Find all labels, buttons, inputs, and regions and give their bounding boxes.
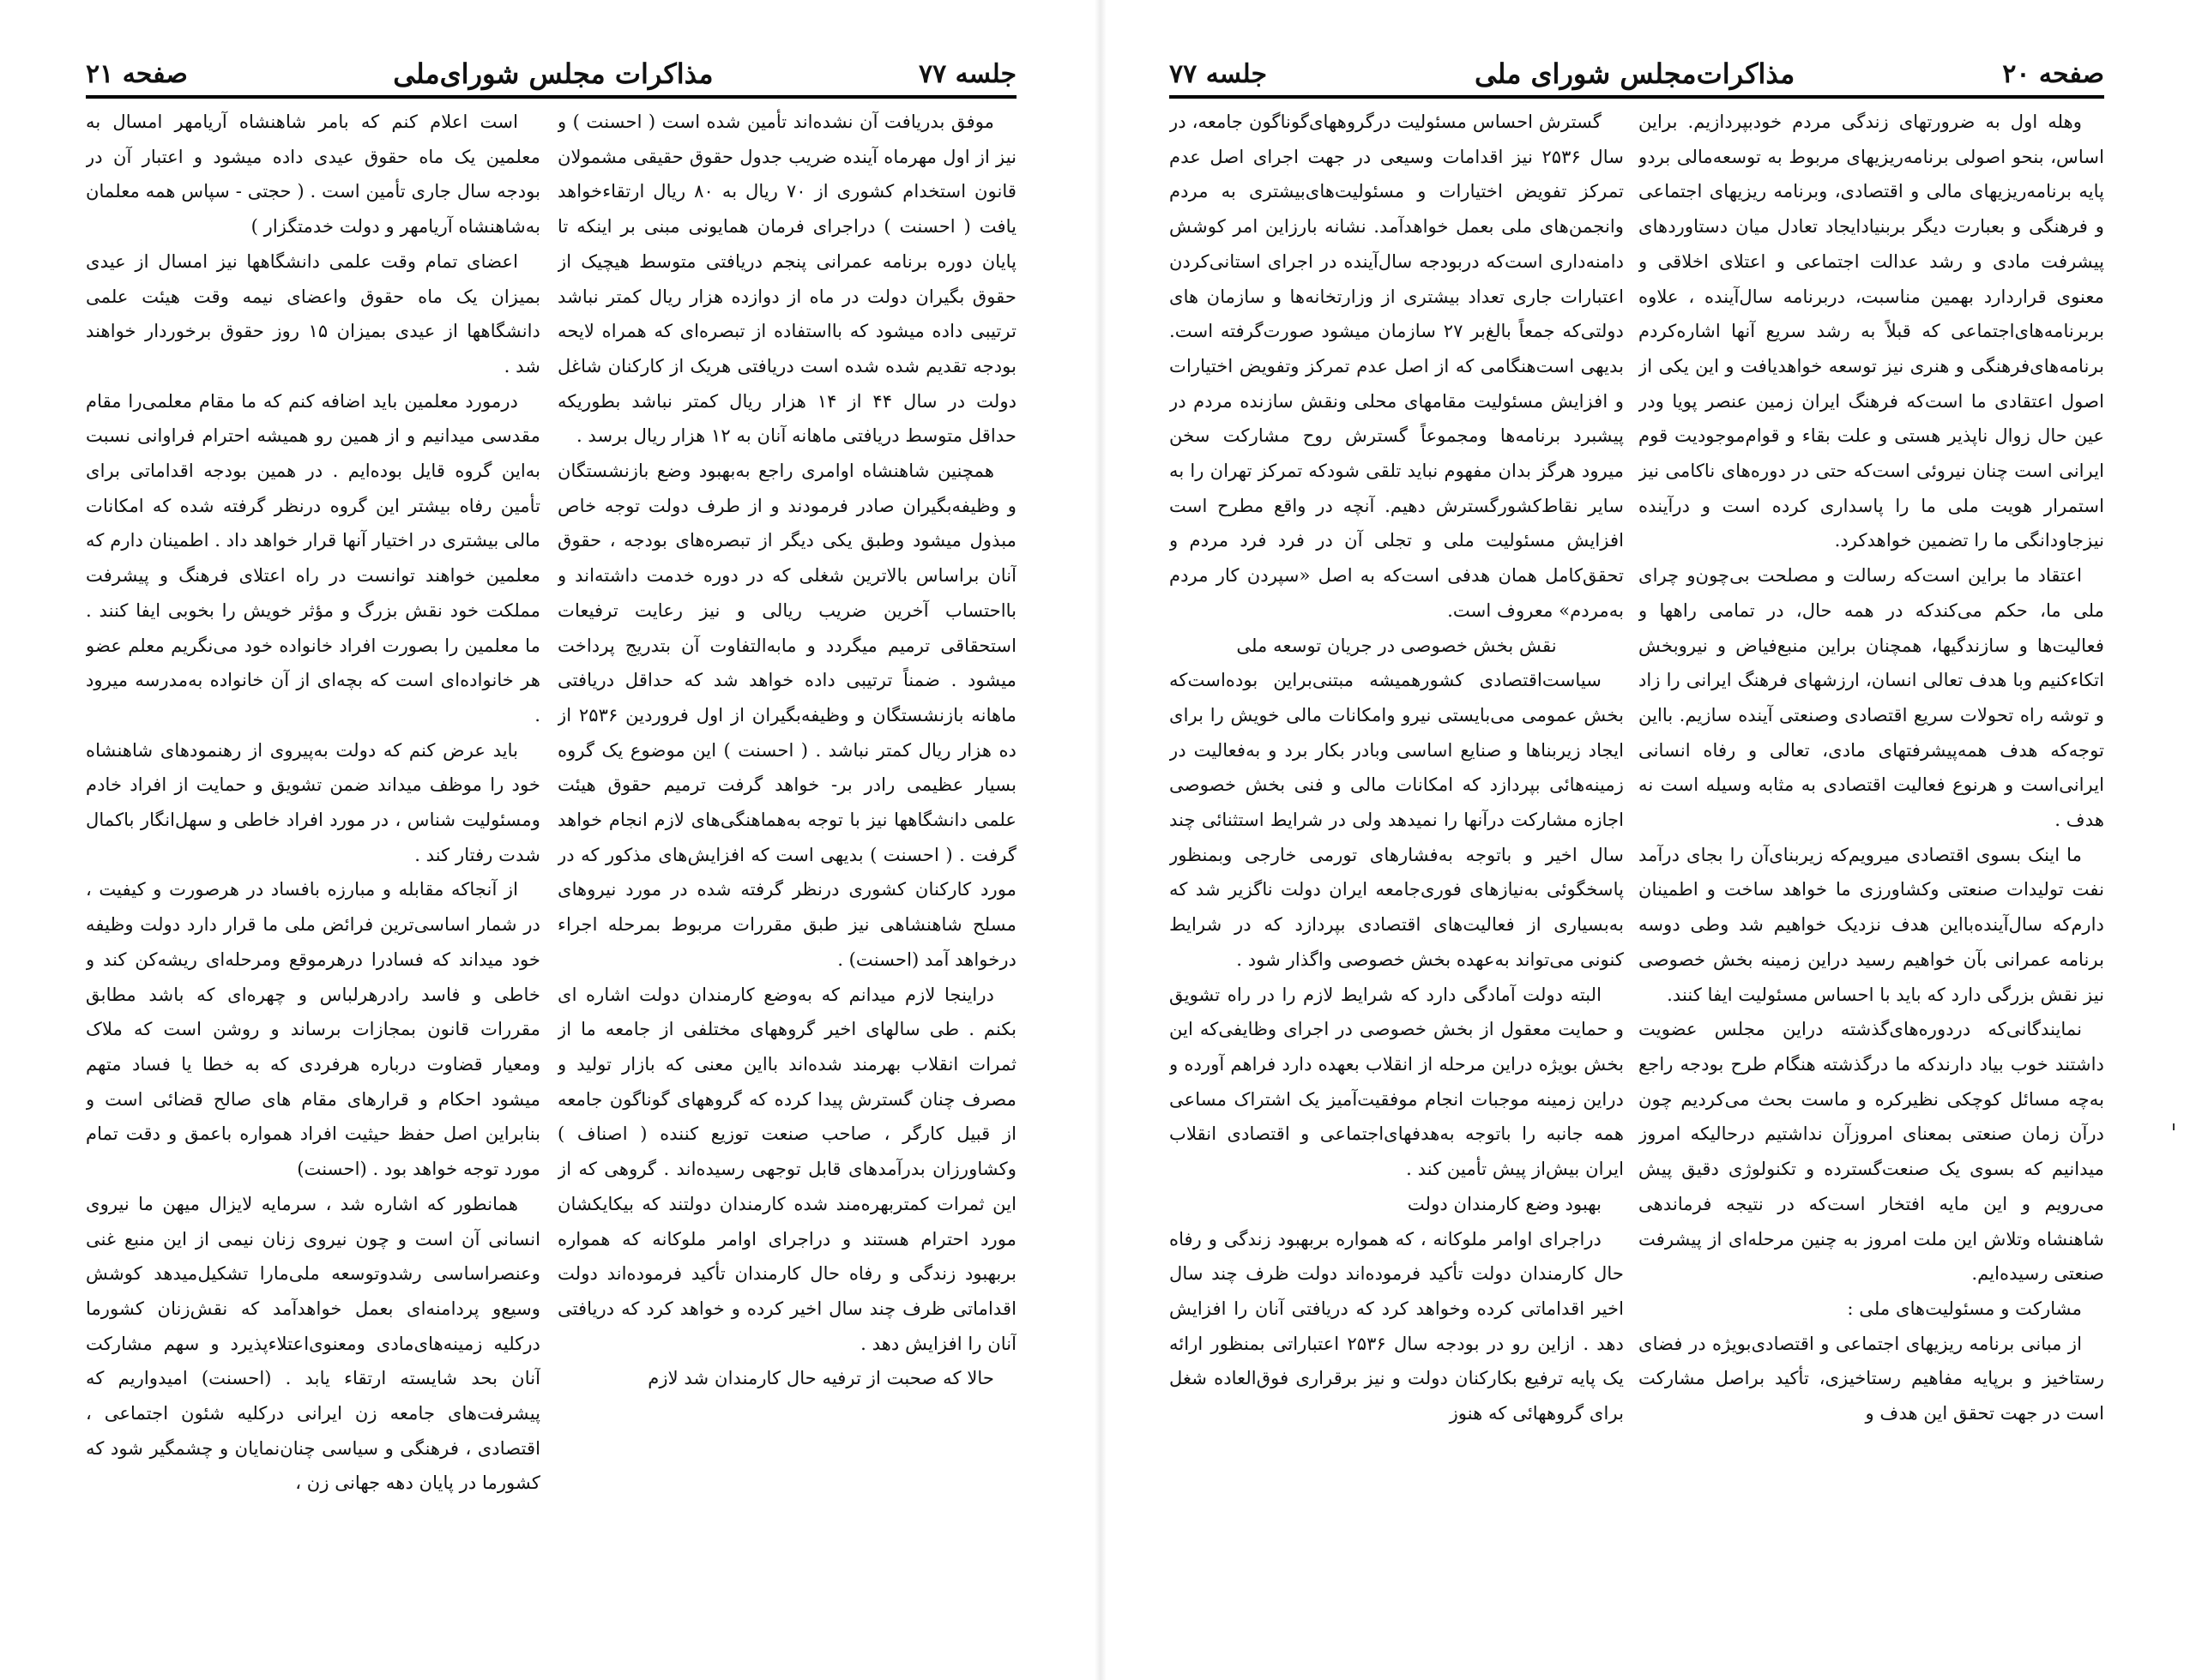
right-col2-paragraph: دراجرای اوامر ملوکانه ، که همواره بربهبود زندگی و رفاه حال کارمندان دولت تأکید فرموده‌اند دولت ظرف چند سال اخیر اقداماتی کرده وخواهد کرد که دریافتی آنان را افزایش دهد . ازاین رو در بودجه سال ۲۵۳۶ اعتباراتی بمنظور ارائه یک پایه ترفیع بکارکنان دولت و نیز برقراری فوق‌العاده شغل برای گروههائی که هنوز: [1169, 1227, 1624, 1424]
right-col2-paragraph: سیاست‌اقتصادی کشورهمیشه مبتنی‌براین بوده‌است‌که بخش عمومی می‌بایستی نیرو وامکانات مالی خویش را برای ایجاد زیربناها و صنایع اساسی وبادر بکار برد و به‌فعالیت در زمینه‌هائی بپردازد که امکانات مالی و فنی بخش خصوصی اجازه مشارکت درآنها را نمیدهد ولی در شرایط استثنائی چند سال اخیر و باتوجه به‌فشارهای تورمی خارجی وبمنظور پاسخگوئی به‌نیازهای فوری‌جامعه ایران دولت ناگزیر شد که به‌بسیاری از فعالیت‌های اقتصادی بپردازد که در شرایط کنونی می‌تواند به‌عهده بخش خصوصی واگذار شود .: [1169, 669, 1624, 970]
right-col2-subheading: نقش بخش خصوصی در جریان توسعه ملی: [1236, 634, 1557, 656]
right-col2-subheading: بهبود وضع کارمندان دولت: [1407, 1192, 1602, 1214]
left-col2-paragraph: از آنجاکه مقابله و مبارزه بافساد در هرصورت و کیفیت ، در شمار اساسی‌ترین فرائض ملی ما قرار دارد دولت وظیفه خود میداند که فسادرا درهرموقع ومرحله‌ای ریشه‌کن کند و خاطی و فاسد رادرهرلباس و چهره‌ای که باشد مطابق مقررات قانون بمجازات برساند و روشن است که ملاک ومعیار قضاوت درباره هرفردی که به خطا یا فساد متهم میشود احکام و قرارهای مقام های صالح قضائی است و بنابراین اصل حفظ حیثیت افراد همواره باعمق و دقت تمام مورد توجه خواهد بود . (احسنت): [86, 878, 540, 1180]
right-col1-paragraph: ما اینک بسوی اقتصادی میرویم‌که زیربنای‌آن را بجای درآمد نفت تولیدات صنعتی وکشاورزی ما خواهد ساخت و اطمینان دارم‌که سال‌آینده‌بااین هدف نزدیک خواهیم شد وطی دوسه برنامه عمرانی بآن خواهیم رسید دراین زمینه بخش خصوصی نیز نقش بزرگی دارد که باید با احساس مسئولیت ایفا کنند.: [1638, 843, 2104, 1005]
right-session-number: جلسه ۷۷: [1169, 58, 1268, 89]
left-page-header: [86, 53, 1017, 94]
left-col1-paragraph: درا‌ینجا لازم میدانم که به‌وضع کارمندان دولت اشاره ای بکنم . طی سالهای اخیر گروههای مختلفی از جامعه ما از ثمرات انقلاب بهرمند شده‌اند بااین معنی که بازار تولید و مصرف چنان گسترش پیدا کرده که گروههای گوناگون جامعه از قبیل کارگر ، صاحب صنعت توزیع کننده ( اصناف ) وکشاورزان بدرآمدهای قابل توجهی رسیده‌اند . گروهی که از این ثمرات کمتربهره‌مند شده کارمندان دولتند که بیکایکشان مورد احترام هستند و دراجرای اوامر ملوکانه که همواره بربهبود زندگی و رفاه حال کارمندان تأکید فرموده‌اند دولت اقداماتی ظرف چند سال اخیر کرده و خواهد کرد که دریافتی آنان را افزایش دهد .: [558, 983, 1017, 1354]
left-page-column-1: [558, 105, 1017, 1580]
left-running-title: مذاکرات مجلس شورای‌ملی: [393, 57, 714, 90]
right-col2-paragraph: البته دولت آمادگی دارد که شرایط لازم را در راه تشویق و حمایت معقول از بخش خصوصی در اجرای وظایفی‌که این بخش بویژه دراین مرحله از انقلاب بعهده دارد فراهم آورده و دراین زمینه موجبات انجام موفقیت‌آمیز یک اشتراک مساعی همه جانبه را باتوجه به‌هدفهای‌اجتماعی و اقتصادی انقلاب ایران بیش‌از پیش تأمین کند .: [1169, 983, 1624, 1180]
left-session-number: جلسه ۷۷: [918, 58, 1017, 89]
left-col2-paragraph: همانطور که اشاره شد ، سرمایه لایزال میهن ما نیروی انسانی آن است و چون نیروی زنان نیمی از این منبع غنی وعنصراساسی رشدوتوسعه ملی‌مارا تشکیل‌میدهد کوشش وسیع‌و پردامنه‌ای بعمل خواهدآمد که نقش‌زنان کشورما درکلیه زمینه‌های‌مادی ومعنوی‌اعتلاء‌پذیرد و سهم مشارکت آنان بحد شایسته ارتقاء یابد . (احسنت) امیدواریم که پیشرفت‌های جامعه زن ایرانی درکلیه شئون اجتماعی ، اقتصادی ، فرهنگی و سیاسی چنان‌نمایان و چشمگیر شود که کشورما در پایان دهه جهانی زن ،: [86, 1192, 540, 1494]
right-col1-subheading: مشارکت و مسئولیت‌های ملی :: [1847, 1297, 2082, 1319]
right-page: [1102, 0, 2196, 1680]
left-header-rule: [86, 95, 1017, 99]
right-page-number: صفحه ۲۰: [2002, 58, 2104, 89]
left-col2-paragraph: درمورد معلمین باید اضافه کنم که ما مقام معلمی‌را مقام مقدسی میدانیم و از همین رو همیشه احترام فراوانی نسبت به‌این گروه قایل بوده‌ایم . در همین بودجه اقداماتی برای تأمین رفاه بیشتر این گروه درنظر گرفته شده که امکانات مالی بیشتری در اختیار آنها قرار خواهد داد . اطمینان دارم که معلمین خواهند توانست در راه اعتلای فرهنگ و پیشرفت مملکت خود نقش بزرگ و مؤثر خویش را بخوبی ایفا کنند . ما معلمین را بصورت افراد خانواده خود می‌نگریم معلم عضو هر خانواده‌ای است که بچه‌ای از آن خانواده به‌مدرسه میرود .: [86, 389, 540, 726]
left-col1-paragraph: حالا که صحبت از ترفیه حال کارمندان شد لازم: [648, 1367, 994, 1389]
right-col1-paragraph: از مبانی برنامه ریزیهای اجتماعی و اقتصادی‌بویژه در فضای رستاخیز و برپایه مفاهیم رستاخیزی، تأکید براصل مشارکت است در جهت تحقق این هدف و: [1638, 1332, 2104, 1424]
right-col1-paragraph: اعتقاد ما براین است‌که رسالت و مصلحت بی‌چون‌و چرای ملی ما، حکم می‌کندکه در همه حال، در تمامی راهها و فعالیت‌ها و سازندگیها، همچنان براین منبع‌فیاض و نیروبخش اتکاء‌کنیم وبا هدف تعالی انسان، ارزشهای فرهنگ ایرانی را زاد و توشه راه تحولات سریع اقتصادی وصنعتی آینده سازیم. بااین توجه‌که هدف همه‌پیشرفتهای مادی، تعالی و رفاه انسانی ایرانی‌است و هرنوع فعالیت اقتصادی به مثابه وسیله است نه هدف .: [1638, 564, 2104, 831]
left-col2-paragraph: باید عرض کنم که دولت به‌پیروی از رهنمودهای شاهنشاه خود را موظف میداند ضمن تشویق و حمایت از افراد خادم ومسئولیت شناس ، در مورد افراد خاطی و سهل‌انگار باکمال شدت رفتار کند .: [86, 738, 540, 865]
left-col1-paragraph: موفق بدریافت آن نشده‌اند تأمین شده است ( احسنت ) و نیز از اول مهرماه آینده ضریب جدول حقوق حقیقی مشمولان قانون استخدام کشوری از ۷۰ ریال به ۸۰ ریال ارتقاءخواهد یافت ( احسنت ) درا‌جرای فرمان همایونی مبنی بر اینکه تا پایان دوره برنامه عمرانی پنجم دریافتی متوسط هیچیک از حقوق بگیران دولت در ماه از دوازده هزار ریال کمتر نباشد ترتیبی داده میشود که بااستفاده از تبصره‌ای که همراه لایحه بودجه تقدیم شده شده است دریافتی هریک از کارکنان شاغل دولت در سال ۴۴ از ۱۴ هزار ریال کمتر نباشد بطوریکه حداقل متوسط دریافتی ماهانه آنان به ۱۲ هزار ریال برسد .: [558, 111, 1017, 447]
right-page-column-1: [1638, 105, 2104, 1631]
page-edge-mark: [2173, 1123, 2175, 1130]
left-col2-paragraph: است اعلام کنم که بامر شاهنشاه آریامهر امسال به معلمین یک ماه حقوق عیدی داده میشود و اعتبار آن در بودجه سال جاری تأمین است . ( حجتی - سپاس همه معلمان به‌شاهنشاه آریامهر و دولت خدمتگزار ): [86, 111, 540, 238]
right-header-rule: [1169, 95, 2104, 99]
right-col1-paragraph: نمایندگانی‌که دردوره‌های‌گذشته دراین مجلس عضویت داشتند خوب بیاد دارند‌که ما درگذشته هنگام طرح بودجه راجع به‌چه مسائل کوچکی نظیر‌کره و ماست بحث می‌کردیم چون درآن زمان صنعتی بمعنای امروزآن نداشتیم درحالیکه امروز میدانیم که بسوی یک صنعت‌گسترده و تکنولوژی دقیق پیش می‌رویم و این مایه افتخار است‌که در نتیجه فرماندهی شاهنشاه وتلاش این ملت امروز به چنین مرحله‌ای از پیشرفت صنعتی رسیده‌ایم.: [1638, 1018, 2104, 1285]
right-running-title: مذاکرات‌مجلس شورای ملی: [1474, 57, 1795, 90]
left-page-number: صفحه ۲۱: [86, 58, 188, 89]
left-page-column-2: [86, 105, 540, 1580]
left-col1-paragraph: همچنین شاهنشاه اوامری راجع به‌بهبود وضع بازنشستگان و وظیفه‌بگیران صادر فرمودند و از طرف دولت توجه خاص مبذول میشود وطبق یکی دیگر از تبصره‌های بودجه ، حقوق آنان براساس بالاترین شغلی که در دوره خدمت داشته‌اند و بااحتساب آخرین ضریب ریالی و نیز رعایت ترفیعات استحقاقی ترمیم میگردد و مابه‌التفاوت آن بتدریج پرداخت میشود . ضمناً ترتیبی داده خواهد شد که حداقل دریافتی ماهانه بازنشستگان و وظیفه‌بگیران از اول فروردین ۲۵۳۶ از ده هزار ریال کمتر نباشد . ( احسنت ) این موضوع یک گروه بسیار عظیمی رادر بر- خواهد گرفت ترمیم حقوق هیئت علمی دانشگاهها نیز با توجه به‌هماهنگی‌های لازم انجام خواهد گرفت . ( احسنت ) بدیهی است که افزایش‌های مذکور که در مورد کارکنان کشوری درنظر گرفته شده در مورد نیروهای مسلح شاهنشاهی نیز طبق مقررات مربوط بمرحله اجراء درخواهد آمد (احسنت) .: [558, 460, 1017, 970]
left-col2-paragraph: اعضای تمام وقت علمی دانشگاهها نیز امسال از عیدی بمیزان یک ماه حقوق واعضای نیمه وقت هیئت علمی دانشگاهها از عیدی بمیزان ۱۵ روز حقوق برخوردار خواهند شد .: [86, 250, 540, 376]
right-page-header: [1169, 53, 2104, 94]
right-col1-paragraph: وهله اول به ضرورتهای زندگی مردم خودبپردازیم. براین اساس، بنحو اصولی برنامه‌ریزیهای مربوط به توسعه‌مالی بردو پایه برنامه‌ریزیهای مالی و اقتصادی، وبرنامه ریزیهای اجتماعی و فرهنگی و بعبارت دیگر بربنیاد‌ایجاد تعادل میان دستاوردهای پیشرفت مادی و رشد عدالت اجتماعی و اعتلای اخلاقی و معنوی قراردارد بهمین مناسبت، دربرنامه سال‌آینده ، علاوه بربرنامه‌های‌اجتماعی که قبلاً به رشد سریع آنها اشاره‌کردم برنامه‌های‌فرهنگی و هنری نیز توسعه خواهدیافت و این یکی از اصول اعتقادی ما است‌که فرهنگ ایران زمین عنصر پویا ودر عین حال زوال ناپذیر هستی و علت بقاء و قوام‌موجودیت قوم ایرانی است چنان نیروئی است‌که حتی در دوره‌های ناکامی نیز استمرار هویت ملی ما را پاسداری کرده است و درآینده نیزجاودانگی ما را تضمین خواهد‌کرد.: [1638, 111, 2104, 551]
right-col2-paragraph: گسترش احساس مسئولیت درگروههای‌گوناگون جامعه، در سال ۲۵۳۶ نیز اقدامات وسیعی در جهت اجرای اصل عدم تمرکز تفویض اختیارات و مسئولیت‌های‌بیشتری به مردم وانجمن‌های ملی بعمل خواهدآمد. نشانه بارزاین امر کوشش دامنه‌داری است‌که دربودجه سال‌آینده در اجرای استانی‌کردن اعتبارات جاری تعداد بیشتری از وزارتخانه‌ها و سازمان های دولتی‌که جمعاً بالغ‌بر ۲۷ سازمان میشود صورت‌گرفته است. بدیهی است‌هنگامی که از اصل عدم تمرکز وتفویض اختیارات و افزایش مسئولیت مقامهای محلی ونقش سازنده مردم در پیشبرد برنامه‌ها ومجموعاً گسترش روح مشارکت سخن میرود هرگز بدان مفهوم نباید تلقی شودکه تمرکز تهران را به سایر نقاط‌کشورگسترش دهیم. آنچه در واقع مطرح است افزایش مسئولیت ملی و تجلی آن در فرد فرد مردم و تحقق‌کامل همان هدفی است‌که به اصل «سپردن کار مردم به‌مردم» معروف است.: [1169, 111, 1624, 621]
right-page-column-2: [1169, 105, 1624, 1631]
